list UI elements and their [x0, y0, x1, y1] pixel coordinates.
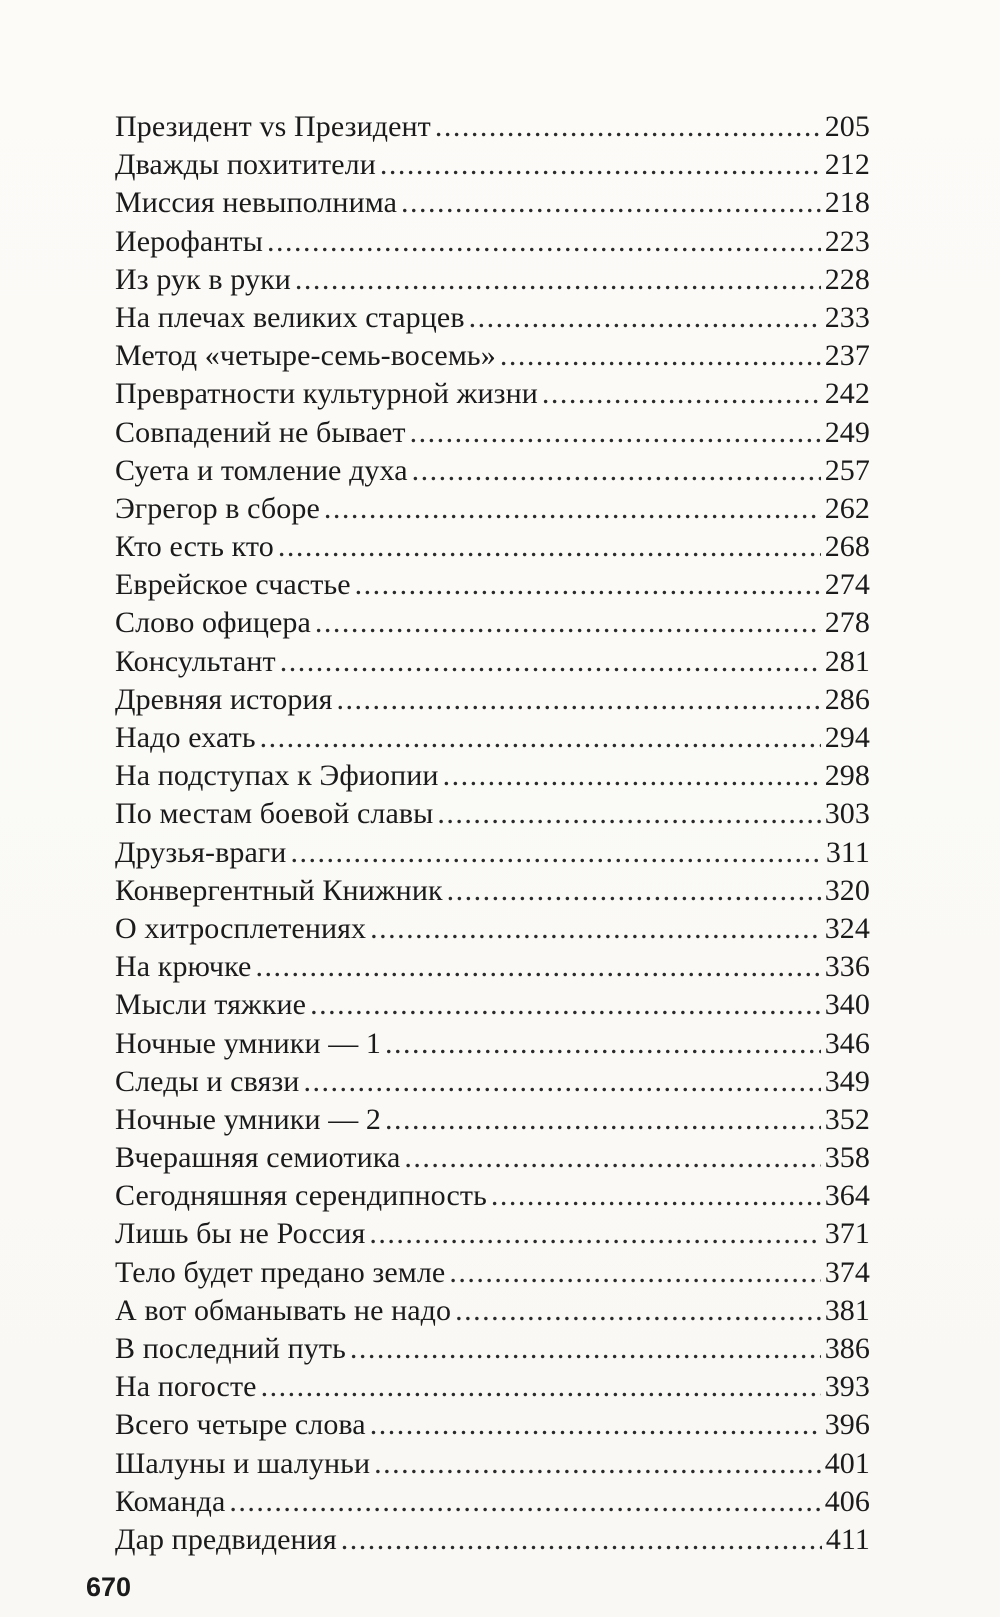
toc-entry-page: 346 — [824, 1026, 870, 1060]
toc-entry — [115, 1254, 870, 1292]
toc-dot-leader — [295, 261, 821, 299]
toc-dot-leader — [278, 528, 821, 566]
toc-entry-title: Совпадений не бывает — [115, 415, 406, 449]
toc-dot-leader — [355, 566, 821, 604]
toc-entry-title: Метод «четыре-семь-восемь» — [115, 339, 496, 373]
toc-dot-leader — [449, 1254, 820, 1292]
toc-dot-leader — [370, 910, 821, 948]
toc-entry-title: Эгрегор в сборе — [115, 491, 320, 525]
toc-dot-leader — [303, 1063, 820, 1101]
toc-entry-page: 278 — [824, 606, 870, 640]
toc-dot-leader — [404, 1139, 820, 1177]
toc-entry — [115, 1368, 870, 1406]
toc-dot-leader — [385, 1101, 821, 1139]
toc-entry — [115, 1139, 870, 1177]
toc-dot-leader — [260, 719, 821, 757]
toc-dot-leader — [491, 1177, 821, 1215]
toc-dot-leader — [229, 1483, 820, 1521]
toc-entry-page: 386 — [824, 1332, 870, 1365]
toc-entry-page: 364 — [824, 1179, 870, 1213]
toc-entry-title: Вчерашняя семиотика — [115, 1141, 401, 1175]
toc-entry-page: 311 — [825, 835, 870, 869]
toc-entry-title: Сегодняшняя серендипность — [115, 1179, 487, 1213]
toc-entry-title: Надо ехать — [115, 721, 256, 754]
toc-entry — [115, 375, 870, 413]
toc-entry — [115, 184, 870, 222]
toc-entry — [115, 1445, 870, 1483]
toc-entry — [115, 643, 870, 681]
toc-entry — [115, 1330, 870, 1368]
toc-entry-page: 374 — [824, 1255, 870, 1289]
toc-entry — [115, 795, 870, 833]
toc-entry-title: Друзья-враги — [115, 835, 287, 869]
toc-entry — [115, 108, 870, 146]
toc-entry — [115, 719, 870, 757]
toc-dot-leader — [542, 375, 821, 413]
toc-entry-title: Еврейское счастье — [115, 568, 351, 602]
toc-dot-leader — [455, 1292, 821, 1330]
toc-dot-leader — [401, 184, 821, 222]
toc-entry-page: 205 — [824, 110, 870, 143]
toc-dot-leader — [385, 1025, 821, 1063]
toc-entry-page: 406 — [824, 1484, 870, 1518]
toc-entry — [115, 528, 870, 566]
toc-entry-page: 349 — [824, 1064, 870, 1098]
toc-entry-title: По местам боевой славы — [115, 797, 434, 831]
toc-dot-leader — [261, 1368, 821, 1406]
toc-entry-page: 212 — [824, 148, 870, 182]
toc-entry-title: Кто есть кто — [115, 530, 274, 564]
toc-dot-leader — [255, 948, 820, 986]
toc-entry-page: 274 — [824, 568, 870, 602]
toc-entry-title: Всего четыре слова — [115, 1408, 366, 1442]
toc-entry-title: Тело будет предано земле — [115, 1255, 446, 1289]
toc-dot-leader — [437, 795, 820, 833]
toc-entry — [115, 452, 870, 490]
toc-entry-page: 411 — [825, 1522, 870, 1556]
toc-entry — [115, 1063, 870, 1101]
toc-entry-title: Лишь бы не Россия — [115, 1217, 366, 1251]
toc-dot-leader — [447, 872, 821, 910]
toc-entry-page: 262 — [824, 491, 870, 525]
toc-entry-page: 286 — [824, 682, 870, 716]
toc-entry-page: 352 — [824, 1102, 870, 1136]
toc-entry-title: О хитросплетениях — [115, 911, 367, 945]
toc-entry-title: Из рук в руки — [115, 262, 291, 296]
toc-entry-page: 396 — [824, 1408, 870, 1442]
toc-entry — [115, 566, 870, 604]
toc-entry-title: Команда — [115, 1484, 226, 1518]
toc-entry — [115, 1177, 870, 1215]
toc-entry-page: 358 — [824, 1141, 870, 1175]
toc-dot-leader — [324, 490, 821, 528]
toc-dot-leader — [310, 986, 821, 1024]
toc-entry-page: 393 — [824, 1370, 870, 1404]
toc-entry-page: 249 — [824, 415, 870, 449]
toc-dot-leader — [337, 681, 821, 719]
toc-entry-title: Мысли тяжкие — [115, 988, 307, 1022]
toc-entry-title: На крючке — [115, 950, 252, 984]
toc-entry-page: 237 — [824, 339, 870, 373]
toc-entry — [115, 1101, 870, 1139]
toc-entry-page: 324 — [824, 911, 870, 945]
toc-entry — [115, 414, 870, 452]
toc-entry — [115, 1406, 870, 1444]
toc-entry-title: Шалуны и шалуньи — [115, 1446, 371, 1480]
toc-entry — [115, 1521, 870, 1559]
toc-entry-title: Ночные умники — 1 — [115, 1026, 382, 1060]
toc-dot-leader — [410, 414, 821, 452]
toc-entry-title: Президент vs Президент — [115, 110, 431, 143]
toc-dot-leader — [435, 108, 821, 146]
toc-entry-page: 228 — [824, 262, 870, 296]
toc-entry — [115, 604, 870, 642]
toc-entry-page: 233 — [824, 300, 870, 334]
toc-dot-leader — [341, 1521, 822, 1559]
toc-entry — [115, 948, 870, 986]
toc-entry-page: 268 — [824, 530, 870, 564]
toc-entry-title: Суета и томление духа — [115, 453, 408, 487]
toc-entry-page: 242 — [824, 377, 870, 411]
toc-entry — [115, 261, 870, 299]
toc-entry-title: Слово офицера — [115, 606, 311, 640]
toc-entry-title: Следы и связи — [115, 1064, 300, 1098]
toc-entry-title: Конвергентный Книжник — [115, 873, 443, 907]
toc-entry-page: 320 — [824, 873, 870, 907]
toc-entry-title: Миссия невыполнима — [115, 186, 398, 220]
toc-entry — [115, 1025, 870, 1063]
toc-dot-leader — [290, 834, 821, 872]
toc-entry-title: Консультант — [115, 644, 276, 678]
toc-dot-leader — [412, 452, 821, 490]
toc-dot-leader — [374, 1445, 821, 1483]
toc-entry-page: 294 — [824, 721, 870, 754]
toc-dot-leader — [500, 337, 821, 375]
toc-entry — [115, 299, 870, 337]
toc-entry — [115, 337, 870, 375]
toc-dot-leader — [369, 1215, 820, 1253]
toc-entry-title: Иерофанты — [115, 224, 263, 258]
toc-dot-leader — [280, 643, 821, 681]
toc-entry-page: 401 — [824, 1446, 870, 1480]
toc-entry-page: 336 — [824, 950, 870, 984]
toc-entry — [115, 986, 870, 1024]
toc-dot-leader — [443, 757, 821, 795]
toc-entry-title: Ночные умники — 2 — [115, 1102, 382, 1136]
page-number: 670 — [86, 1572, 132, 1602]
toc-entry — [115, 146, 870, 184]
toc-entry-page: 281 — [824, 644, 870, 678]
toc-entry — [115, 910, 870, 948]
toc-entry-title: Древняя история — [115, 682, 333, 716]
toc-dot-leader — [469, 299, 821, 337]
toc-entry-title: Дважды похитители — [115, 148, 376, 182]
toc-entry-page: 381 — [824, 1293, 870, 1327]
toc-entry-page: 223 — [824, 224, 870, 258]
toc-entry-title: На плечах великих старцев — [115, 300, 465, 334]
toc-entry — [115, 757, 870, 795]
toc-entry-page: 371 — [824, 1217, 870, 1251]
toc-entry — [115, 1215, 870, 1253]
toc-entry-title: На погосте — [115, 1370, 257, 1404]
toc-entry — [115, 834, 870, 872]
toc-entry — [115, 681, 870, 719]
toc-entry-page: 298 — [824, 759, 870, 793]
toc-entry — [115, 872, 870, 910]
toc-entry — [115, 223, 870, 261]
toc-entry-page: 340 — [824, 988, 870, 1022]
toc-entry-page: 303 — [824, 797, 870, 831]
toc-dot-leader — [315, 604, 821, 642]
toc-entry — [115, 1292, 870, 1330]
toc-dot-leader — [370, 1406, 821, 1444]
toc-entry-title: Дар предвидения — [115, 1522, 337, 1556]
toc-entry-title: В последний путь — [115, 1332, 346, 1365]
toc-dot-leader — [350, 1330, 821, 1368]
toc-entry — [115, 1483, 870, 1521]
toc-entry-page: 218 — [824, 186, 870, 220]
table-of-contents — [115, 108, 870, 1559]
toc-entry-title: Превратности культурной жизни — [115, 377, 538, 411]
toc-dot-leader — [380, 146, 821, 184]
toc-entry-title: А вот обманывать не надо — [115, 1293, 452, 1327]
toc-entry — [115, 490, 870, 528]
toc-entry-page: 257 — [824, 453, 870, 487]
toc-dot-leader — [267, 223, 821, 261]
toc-entry-title: На подступах к Эфиопии — [115, 759, 439, 793]
